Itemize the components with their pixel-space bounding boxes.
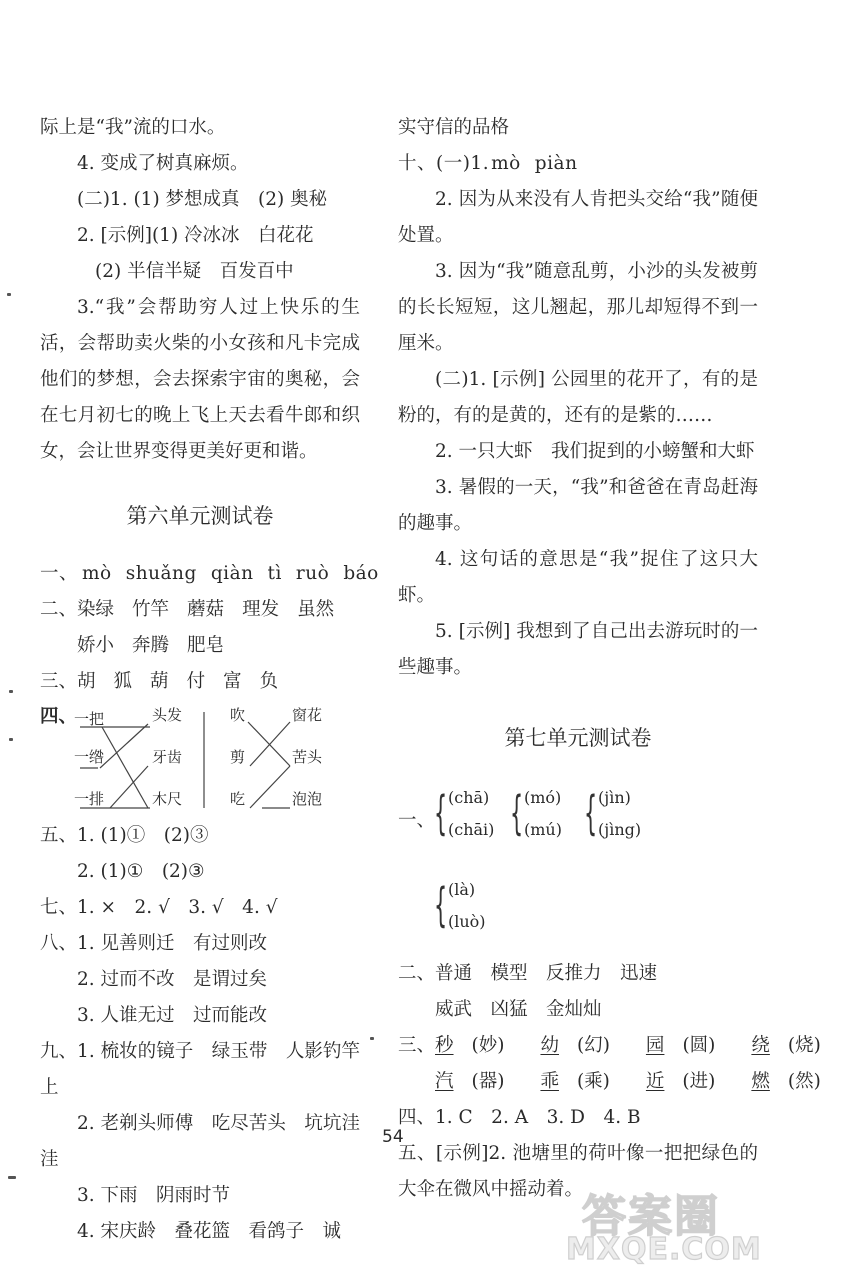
pinyin: (jìn) bbox=[598, 788, 631, 807]
section-1-pinyin bbox=[40, 556, 379, 592]
page-number: 54 bbox=[382, 1127, 404, 1147]
word: 蘑菇 bbox=[187, 599, 225, 620]
answer-paragraph: (二)1. [示例] 公园里的花开了，有的是粉的，有的是黄的，还有的是紫的…… bbox=[398, 369, 758, 426]
pinyin: báo bbox=[343, 563, 379, 584]
answer-line: (二)1. (1) 梦想成真 (2) 奥秘 bbox=[77, 189, 328, 210]
right-column bbox=[398, 110, 821, 1208]
match-left: 一排 bbox=[74, 790, 105, 808]
matching-lines bbox=[40, 704, 360, 812]
answer-paragraph: 3.“我”会帮助穷人过上快乐的生活，会帮助卖火柴的小女孩和凡卡完成他们的梦想，会去探索宇宙的奥秘，会在七月初七的晚上飞上天去看牛郎和织女，会让世界变得更美好更和谐。 bbox=[40, 297, 360, 462]
pinyin: (luò) bbox=[448, 912, 486, 931]
answer-line: 2. [示例](1) 冷冰冰 白花花 bbox=[77, 225, 314, 246]
speck bbox=[9, 690, 13, 693]
section-2-words-cont bbox=[40, 628, 360, 664]
correction: 燃 (然) bbox=[751, 1071, 821, 1092]
pinyin: (là) bbox=[448, 880, 476, 899]
word: 竹竿 bbox=[132, 599, 170, 620]
match-right: 窗花 bbox=[292, 706, 323, 724]
answer-paragraph: 2. 一只大虾 我们捉到的小螃蟹和大虾 bbox=[435, 441, 755, 462]
correction: 园 (圆) bbox=[645, 1035, 716, 1056]
answer-line: 3. 人谁无过 过而能改 bbox=[77, 1005, 268, 1026]
brace-icon: { bbox=[434, 878, 448, 932]
word: 娇小 bbox=[77, 635, 115, 656]
correction: 近 (进) bbox=[645, 1071, 716, 1092]
answer-line: 2. (1)① (2)③ bbox=[77, 861, 205, 882]
match-right: 头发 bbox=[152, 706, 183, 724]
pinyin: (mó) bbox=[524, 788, 562, 807]
pinyin: (chā) bbox=[448, 788, 490, 807]
polyphone-groups bbox=[398, 784, 758, 876]
answer-line: 4. 宋庆龄 叠花篮 看鸽子 诚 bbox=[77, 1221, 342, 1242]
pinyin: mò bbox=[491, 153, 521, 174]
pinyin: (mú) bbox=[524, 820, 562, 839]
match-right: 牙齿 bbox=[152, 748, 183, 766]
word: 理发 bbox=[242, 599, 280, 620]
answer-line: 威武 凶猛 金灿灿 bbox=[435, 999, 602, 1020]
answer-line: 4. 变成了树真麻烦。 bbox=[77, 153, 249, 174]
section-label: 三、 bbox=[398, 1035, 436, 1056]
match-left: 剪 bbox=[230, 748, 246, 766]
match-right: 泡泡 bbox=[292, 790, 323, 808]
word: 奔腾 bbox=[132, 635, 170, 656]
answer-line: 3. 下雨 阴雨时节 bbox=[77, 1185, 231, 1206]
answer-paragraph: 3. 因为“我”随意乱剪，小沙的头发被剪的长长短短，这儿翘起，那儿却短得不到一厘米。 bbox=[398, 261, 758, 354]
correction: 汽 (器) bbox=[435, 1071, 505, 1092]
answer-paragraph: 2. 因为从来没有人肯把头交给“我”随便处置。 bbox=[398, 189, 758, 246]
section-2-words bbox=[40, 592, 360, 628]
speck bbox=[370, 1037, 374, 1040]
match-left: 一绺 bbox=[74, 748, 105, 766]
pinyin: tì bbox=[267, 563, 282, 584]
section-label: 一、 bbox=[40, 563, 79, 584]
match-right: 苦头 bbox=[292, 748, 323, 766]
pinyin: (jìng) bbox=[598, 820, 642, 839]
watermark-site: MXQE.COM bbox=[566, 1232, 762, 1267]
answer-line: (2) 半信半疑 百发百中 bbox=[95, 261, 294, 282]
left-column bbox=[40, 110, 379, 1250]
watermark-logo: 答案圈 bbox=[582, 1191, 720, 1242]
brace-icon: { bbox=[434, 786, 448, 840]
pinyin: shuǎng bbox=[125, 563, 197, 584]
pinyin: piàn bbox=[534, 153, 578, 174]
correction: 乖 (乘) bbox=[540, 1071, 610, 1092]
answer-paragraph: 3. 暑假的一天，“我”和爸爸在青岛赶海的趣事。 bbox=[398, 477, 758, 534]
section-label: 一、 bbox=[398, 810, 436, 831]
answer-line bbox=[398, 146, 758, 182]
answer-paragraph: 4. 这句话的意思是“我”捉住了这只大虾。 bbox=[398, 549, 758, 606]
answer-paragraph: 5. [示例] 我想到了自己出去游玩时的一些趣事。 bbox=[398, 621, 758, 678]
correction: 幼 (幻) bbox=[540, 1035, 610, 1056]
section-label: 十、(一)1. bbox=[398, 153, 490, 174]
correction-row bbox=[398, 1028, 821, 1064]
correction-row bbox=[398, 1064, 821, 1100]
brace-icon: { bbox=[584, 786, 598, 840]
answer-paragraph: 五、[示例]2. 池塘里的荷叶像一把把绿色的大伞在微风中摇动着。 bbox=[398, 1143, 758, 1200]
word: 肥皂 bbox=[187, 635, 225, 656]
section-4-matching bbox=[40, 704, 360, 812]
watermark bbox=[560, 1180, 800, 1274]
pinyin: ruò bbox=[295, 563, 330, 584]
answer-paragraph: 九、1. 梳妆的镜子 绿玉带 人影钓竿上 bbox=[40, 1041, 360, 1098]
answer-line: 八、1. 见善则迁 有过则改 bbox=[40, 933, 268, 954]
char: 负 bbox=[259, 671, 279, 692]
match-left: 吃 bbox=[230, 790, 246, 808]
char: 胡 bbox=[77, 671, 96, 692]
answer-line: 际上是“我”流的口水。 bbox=[40, 117, 226, 138]
char: 富 bbox=[223, 671, 242, 692]
speck bbox=[7, 293, 11, 296]
answer-line: 二、普通 模型 反推力 迅速 bbox=[398, 963, 658, 984]
word: 染绿 bbox=[77, 599, 115, 620]
answer-line: 实守信的品格 bbox=[398, 117, 510, 138]
char: 狐 bbox=[113, 671, 133, 692]
match-left: 吹 bbox=[230, 706, 246, 724]
word: 虽然 bbox=[297, 599, 335, 620]
match-right: 木尺 bbox=[152, 790, 183, 808]
answer-paragraph: 2. 老剃头师傅 吃尽苦头 坑坑洼洼 bbox=[40, 1113, 360, 1170]
char: 付 bbox=[186, 671, 206, 692]
section-label: 四、 bbox=[40, 706, 78, 727]
pinyin: qiàn bbox=[210, 563, 254, 584]
match-left: 一把 bbox=[74, 710, 105, 728]
brace-icon: { bbox=[510, 786, 524, 840]
unit7-title: 第七单元测试卷 bbox=[504, 726, 652, 750]
unit6-title: 第六单元测试卷 bbox=[126, 504, 274, 528]
polyphone-groups-cont bbox=[398, 876, 758, 956]
speck bbox=[9, 738, 13, 741]
pinyin: (chāi) bbox=[448, 820, 495, 839]
correction: 绕 (烧) bbox=[751, 1035, 821, 1056]
pinyin: mò bbox=[82, 563, 112, 584]
section-label: 二、 bbox=[40, 599, 78, 620]
answer-line: 四、1. C 2. A 3. D 4. B bbox=[398, 1107, 641, 1128]
section-3-chars bbox=[40, 664, 360, 700]
char: 葫 bbox=[150, 671, 169, 692]
speck bbox=[8, 1176, 16, 1179]
answer-line: 2. 过而不改 是谓过矣 bbox=[77, 969, 268, 990]
answer-line: 七、1. × 2. √ 3. √ 4. √ bbox=[40, 897, 278, 918]
correction: 秒 (妙) bbox=[435, 1035, 505, 1056]
answer-line: 五、1. (1)① (2)③ bbox=[40, 825, 209, 846]
section-label: 三、 bbox=[40, 671, 78, 692]
